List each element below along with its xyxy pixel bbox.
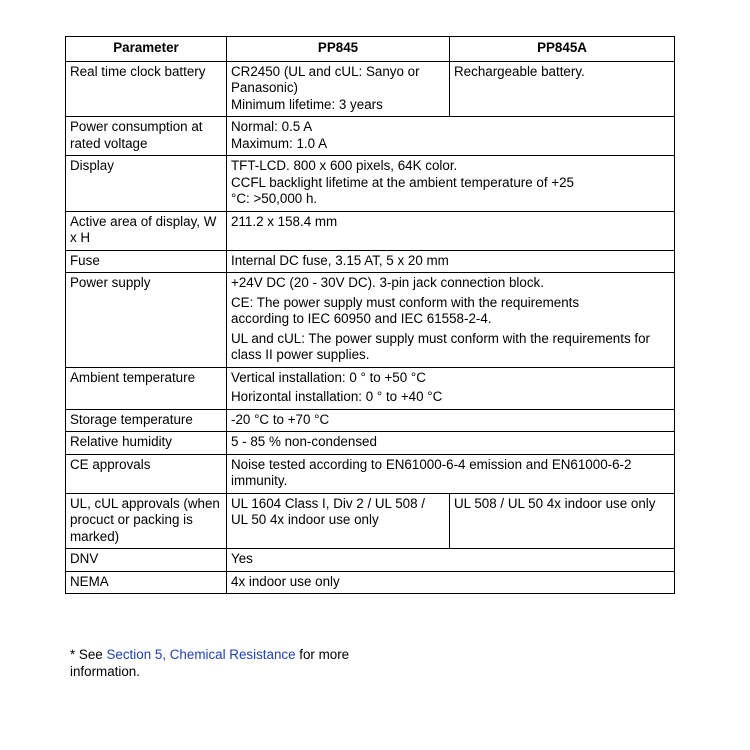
parameter-cell: NEMA bbox=[66, 571, 227, 594]
parameter-cell: Fuse bbox=[66, 250, 227, 273]
parameter-cell: DNV bbox=[66, 549, 227, 572]
value-cell bbox=[227, 117, 675, 156]
value-paragraph: CE: The power supply must conform with the requirements according to IEC 60950 and IEC 61558-2-4. bbox=[231, 294, 580, 326]
table-row bbox=[66, 156, 675, 212]
value-line: CR2450 (UL and cUL: Sanyo or Panasonic) bbox=[231, 63, 420, 95]
parameter-cell: CE approvals bbox=[66, 454, 227, 493]
parameter-cell: Storage temperature bbox=[66, 409, 227, 432]
parameter-cell: Ambient temperature bbox=[66, 367, 227, 409]
table-row bbox=[66, 432, 675, 455]
table-row bbox=[66, 250, 675, 273]
chemical-resistance-link[interactable]: Section 5, Chemical Resistance bbox=[106, 647, 296, 662]
value-line: TFT-LCD. 800 x 600 pixels, 64K color. bbox=[231, 158, 458, 173]
table-row bbox=[66, 367, 675, 409]
column-header-pp845a: PP845A bbox=[450, 37, 675, 62]
parameter-cell: Real time clock battery bbox=[66, 61, 227, 117]
pp845a-cell: UL 508 / UL 50 4x indoor use only bbox=[450, 493, 675, 549]
value-paragraph: Vertical installation: 0 ° to +50 °C bbox=[231, 369, 426, 385]
pp845a-cell: Rechargeable battery. bbox=[450, 61, 675, 117]
value-cell: 4x indoor use only bbox=[227, 571, 675, 594]
parameter-cell: UL, cUL approvals (when procuct or packing is marked) bbox=[66, 493, 227, 549]
value-paragraph: Horizontal installation: 0 ° to +40 °C bbox=[231, 389, 443, 404]
specifications-table bbox=[65, 36, 675, 594]
value-cell: Noise tested according to EN61000-6-4 emission and EN61000-6-2 immunity. bbox=[227, 454, 675, 493]
footnote-suffix: for more information. bbox=[70, 647, 350, 679]
value-cell bbox=[227, 367, 675, 409]
parameter-cell: Relative humidity bbox=[66, 432, 227, 455]
value-cell: 211.2 x 158.4 mm bbox=[227, 211, 675, 250]
value-cell: Yes bbox=[227, 549, 675, 572]
pp845-cell bbox=[227, 61, 450, 117]
value-cell bbox=[227, 273, 675, 368]
value-cell: 5 - 85 % non-condensed bbox=[227, 432, 675, 455]
footnote bbox=[70, 647, 390, 680]
value-cell: Internal DC fuse, 3.15 AT, 5 x 20 mm bbox=[227, 250, 675, 273]
table-row bbox=[66, 493, 675, 549]
column-header-parameter: Parameter bbox=[66, 37, 227, 62]
table-row bbox=[66, 273, 675, 368]
value-line: Minimum lifetime: 3 years bbox=[231, 96, 383, 112]
parameter-cell: Power consumption at rated voltage bbox=[66, 117, 227, 156]
parameter-cell: Display bbox=[66, 156, 227, 212]
parameter-cell: Active area of display, W x H bbox=[66, 211, 227, 250]
pp845-cell: UL 1604 Class I, Div 2 / UL 508 / UL 50 4x indoor use only bbox=[227, 493, 450, 549]
table-row bbox=[66, 454, 675, 493]
table-row bbox=[66, 549, 675, 572]
value-cell bbox=[227, 156, 675, 212]
table-row bbox=[66, 409, 675, 432]
table-row bbox=[66, 211, 675, 250]
column-header-pp845: PP845 bbox=[227, 37, 450, 62]
value-line: Normal: 0.5 A bbox=[231, 119, 313, 134]
footnote-prefix: * See bbox=[70, 647, 107, 662]
table-row bbox=[66, 117, 675, 156]
table-row bbox=[66, 61, 675, 117]
value-cell: -20 °C to +70 °C bbox=[227, 409, 675, 432]
value-paragraph: +24V DC (20 - 30V DC). 3-pin jack connection block. bbox=[231, 275, 544, 290]
table-header-row bbox=[66, 37, 675, 62]
parameter-cell: Power supply bbox=[66, 273, 227, 368]
table-row bbox=[66, 571, 675, 594]
value-line: Maximum: 1.0 A bbox=[231, 135, 327, 151]
value-line: CCFL backlight lifetime at the ambient temperature of +25 °C: >50,000 h. bbox=[231, 174, 574, 206]
value-paragraph: UL and cUL: The power supply must conform with the requirements for class II power supplies. bbox=[231, 330, 651, 362]
